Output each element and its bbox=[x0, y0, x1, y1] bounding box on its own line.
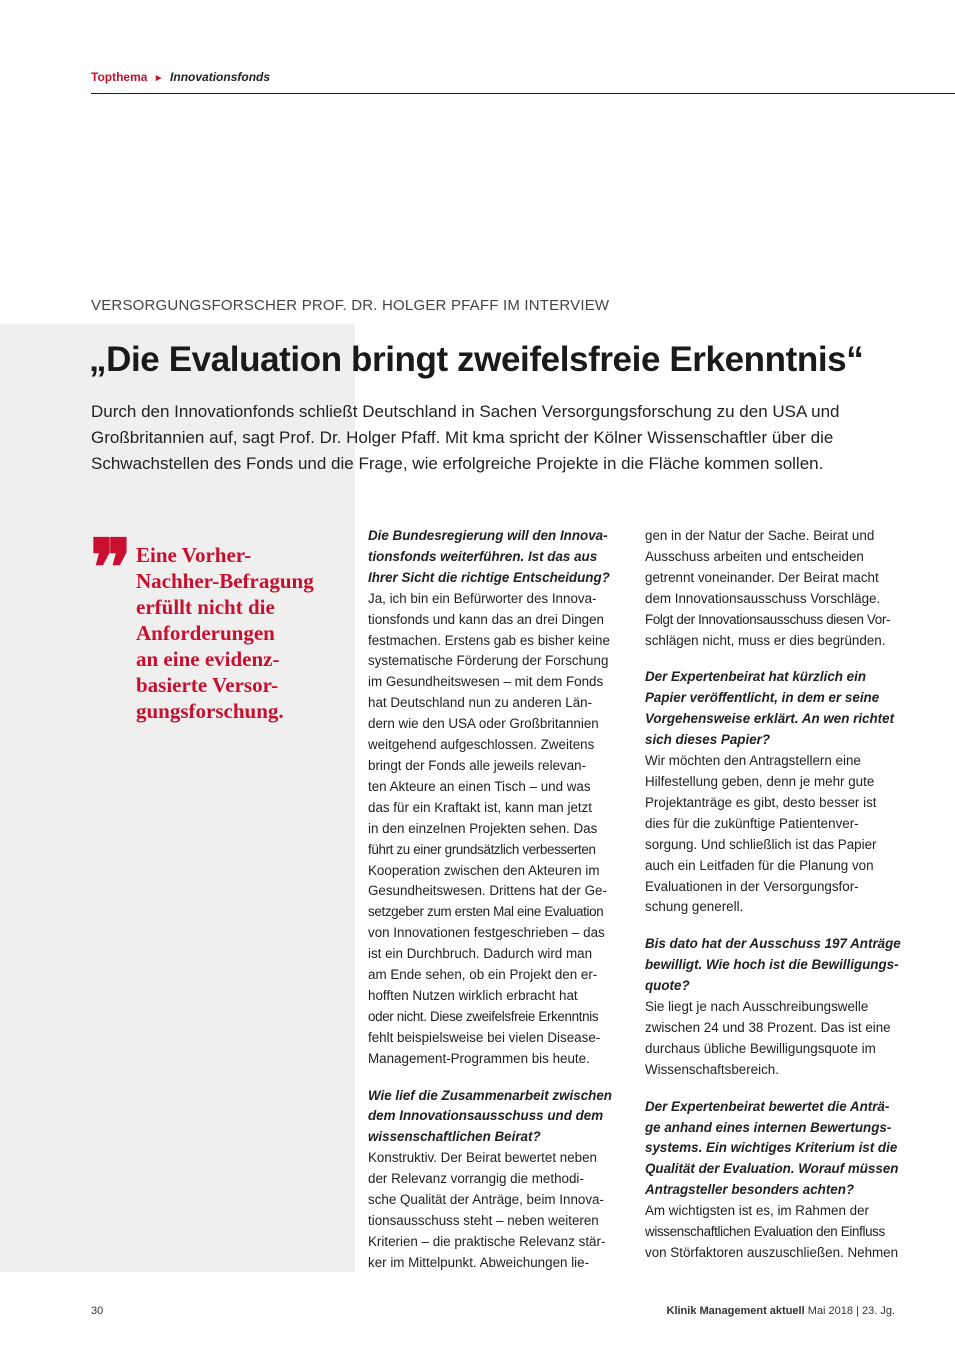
answer-line: weitgehend aufgeschlossen. Zweitens bbox=[368, 737, 595, 753]
answer-line: in den einzelnen Projekten sehen. Das bbox=[368, 820, 598, 836]
question-line: Qualität der Evaluation. Worauf müssen bbox=[645, 1161, 899, 1177]
answer-line: Gesundheitswesen. Drittens hat der Ge- bbox=[368, 883, 607, 899]
question-line: Ihrer Sicht die richtige Entscheidung? bbox=[368, 569, 610, 585]
answer-line: von Innovationen festgeschrieben – das bbox=[368, 925, 605, 941]
answer-line: tionsfonds und kann das an drei Dingen bbox=[368, 611, 604, 627]
answer-line: festmachen. Erstens gab es bisher keine bbox=[368, 632, 610, 648]
answer-line: Projektanträge es gibt, desto besser ist bbox=[645, 794, 877, 810]
question-line: sich dieses Papier? bbox=[645, 732, 771, 748]
header-rule bbox=[91, 93, 955, 94]
pull-quote-line: an eine evidenz- bbox=[136, 647, 280, 671]
pull-quote-line: gungsforschung. bbox=[136, 699, 284, 723]
answer-line: bringt der Fonds alle jeweils relevan- bbox=[368, 757, 587, 773]
issue-date: Mai 2018 bbox=[807, 1305, 853, 1317]
volume: 23. Jg. bbox=[861, 1305, 895, 1317]
answer-line: systematische Förderung der Forschung bbox=[368, 653, 609, 669]
answer-line: Hilfestellung geben, denn je mehr gute bbox=[645, 773, 875, 789]
answer-line: im Gesundheitswesen – mit dem Fonds bbox=[368, 674, 604, 690]
answer-line: am Ende sehen, ob ein Projekt den er- bbox=[368, 967, 598, 983]
question-line: Vorgehensweise erklärt. An wen richtet bbox=[645, 711, 895, 727]
interview-question bbox=[368, 1086, 618, 1149]
footer-publication bbox=[667, 1305, 896, 1317]
answer-line: Sie liegt je nach Ausschreibungswelle bbox=[645, 999, 869, 1015]
answer-line: sorgung. Und schließlich ist das Papier bbox=[645, 836, 877, 852]
answer-line: Wissenschaftsbereich. bbox=[645, 1061, 779, 1077]
question-line: quote? bbox=[645, 978, 690, 994]
answer-line: Konstruktiv. Der Beirat bewertet neben bbox=[368, 1150, 597, 1166]
answer-line: oder nicht. Diese zweifelsfreie Erkenntnis bbox=[368, 1008, 599, 1024]
interview-answer bbox=[368, 1148, 618, 1273]
question-line: Wie lief die Zusammenarbeit zwischen bbox=[368, 1087, 612, 1103]
interview-answer bbox=[368, 589, 618, 1070]
question-line: tionsfonds weiterführen. Ist das aus bbox=[368, 548, 598, 564]
breadcrumb-arrow-icon: ► bbox=[153, 73, 164, 84]
answer-line: hat Deutschland nun zu anderen Län- bbox=[368, 695, 593, 711]
answer-line: Kooperation zwischen den Akteuren im bbox=[368, 862, 600, 878]
question-line: Papier veröffentlicht, in dem er seine bbox=[645, 690, 880, 706]
answer-line: fehlt beispielsweise bei vielen Disease- bbox=[368, 1029, 601, 1045]
magazine-name: Klinik Management aktuell bbox=[666, 1305, 805, 1317]
pull-quote-line: Anforderungen bbox=[136, 621, 275, 645]
question-line: systems. Ein wichtiges Kriterium ist die bbox=[645, 1140, 898, 1156]
interview-question bbox=[368, 526, 618, 589]
body-column-2 bbox=[645, 526, 901, 1264]
footer-separator: | bbox=[856, 1305, 859, 1317]
question-line: Die Bundesregierung will den Innova- bbox=[368, 528, 608, 543]
question-line: wissenschaftlichen Beirat? bbox=[368, 1129, 541, 1145]
answer-line: ten Akteure an einen Tisch – und was bbox=[368, 778, 591, 794]
body-column-1 bbox=[368, 526, 618, 1274]
interview-question bbox=[645, 1097, 899, 1202]
interview-answer bbox=[645, 526, 895, 651]
answer-line: das für ein Kraftakt ist, kann man jetzt bbox=[368, 799, 593, 815]
answer-line: Wir möchten den Antragstellern eine bbox=[645, 753, 861, 769]
pull-quote-line: Nachher-Befragung bbox=[136, 569, 314, 593]
answer-line: Kriterien – die praktische Relevanz stär- bbox=[368, 1233, 606, 1249]
question-line: Der Expertenbeirat bewertet die Anträ- bbox=[645, 1098, 890, 1114]
pull-quote-line: Eine Vorher- bbox=[136, 543, 252, 567]
answer-line: Management-Programmen bis heute. bbox=[368, 1050, 590, 1066]
answer-line: zwischen 24 und 38 Prozent. Das ist eine bbox=[645, 1019, 891, 1035]
breadcrumb-topic[interactable]: Topthema bbox=[91, 70, 148, 84]
answer-line: schung generell. bbox=[645, 899, 744, 915]
answer-line: auch ein Leitfaden für die Planung von bbox=[645, 857, 874, 873]
article-kicker: VERSORGUNGSFORSCHER PROF. DR. HOLGER PFAFF IM INTERVIEW bbox=[91, 297, 610, 314]
breadcrumb-section[interactable]: Innovationsfonds bbox=[170, 70, 271, 84]
answer-line: sche Qualität der Anträge, beim Innova- bbox=[368, 1192, 604, 1208]
question-line: bewilligt. Wie hoch ist die Bewilligungs- bbox=[645, 957, 899, 973]
answer-line: setzgeber zum ersten Mal eine Evaluation bbox=[368, 904, 604, 920]
answer-line: tionsausschuss steht – neben weiteren bbox=[368, 1213, 599, 1228]
answer-line: dem Innovationsausschuss Vorschläge. bbox=[645, 590, 881, 606]
interview-question bbox=[645, 667, 895, 751]
pull-quote-line: basierte Versor- bbox=[136, 673, 279, 697]
answer-line: der Relevanz vorrangig die methodi- bbox=[368, 1171, 584, 1187]
pull-quote-line: erfüllt nicht die bbox=[136, 595, 275, 619]
article-lead: Durch den Innovationfonds schließt Deutschland in Sachen Versorgungsforschung zu den USA und Großbritannien auf, sagt Prof. Dr. Holger Pfaff. Mit kma spricht der Kölner Wissenschaftler über die Schwachstellen des Fonds und die Frage, wie erfolgreiche Projekte in die Fläche kommen sollen. bbox=[91, 402, 840, 473]
quote-mark-icon: ❞ bbox=[90, 523, 132, 614]
question-line: Der Expertenbeirat hat kürzlich ein bbox=[645, 669, 867, 685]
answer-line: Evaluationen in der Versorgungsfor- bbox=[645, 878, 859, 894]
answer-line: schlägen nicht, muss er dies begründen. bbox=[645, 632, 886, 648]
question-line: Antragsteller besonders achten? bbox=[645, 1182, 855, 1198]
page-number: 30 bbox=[91, 1305, 104, 1317]
interview-answer bbox=[645, 1201, 899, 1264]
answer-line: dies für die zukünftige Patientenver- bbox=[645, 815, 859, 831]
question-line: ge anhand eines internen Bewertungs- bbox=[645, 1119, 892, 1135]
answer-line: von Störfaktoren auszuschließen. Nehmen bbox=[645, 1245, 899, 1260]
answer-line: dern wie den USA oder Großbritannien bbox=[368, 716, 599, 732]
answer-line: wissenschaftlichen Evaluation den Einfluss bbox=[645, 1224, 885, 1240]
answer-line: gen in der Natur der Sache. Beirat und bbox=[645, 528, 875, 543]
interview-question bbox=[645, 934, 901, 997]
article-headline: „Die Evaluation bringt zweifelsfreie Erkenntnis“ bbox=[89, 340, 864, 379]
question-line: Bis dato hat der Ausschuss 197 Anträge bbox=[645, 936, 901, 952]
answer-line: ker im Mittelpunkt. Abweichungen lie- bbox=[368, 1254, 590, 1270]
answer-line: Ausschuss arbeiten und entscheiden bbox=[645, 548, 864, 564]
answer-line: ist ein Durchbruch. Dadurch wird man bbox=[368, 946, 593, 962]
answer-line: durchaus übliche Bewilligungsquote im bbox=[645, 1040, 876, 1056]
answer-line: Folgt der Innovationsausschuss diesen Vor- bbox=[645, 611, 891, 627]
interview-answer bbox=[645, 997, 895, 1081]
answer-line: Ja, ich bin ein Befürworter des Innova- bbox=[368, 590, 597, 606]
answer-line: hofften Nutzen wirklich erbracht hat bbox=[368, 987, 578, 1003]
breadcrumb bbox=[91, 70, 270, 84]
answer-line: getrennt voneinander. Der Beirat macht bbox=[645, 569, 879, 585]
pull-quote bbox=[136, 542, 314, 724]
answer-line: führt zu einer grundsätzlich verbesserten bbox=[368, 841, 596, 857]
question-line: dem Innovationsausschuss und dem bbox=[368, 1108, 604, 1124]
interview-answer bbox=[645, 751, 895, 918]
answer-line: Am wichtigsten ist es, im Rahmen der bbox=[645, 1203, 869, 1219]
